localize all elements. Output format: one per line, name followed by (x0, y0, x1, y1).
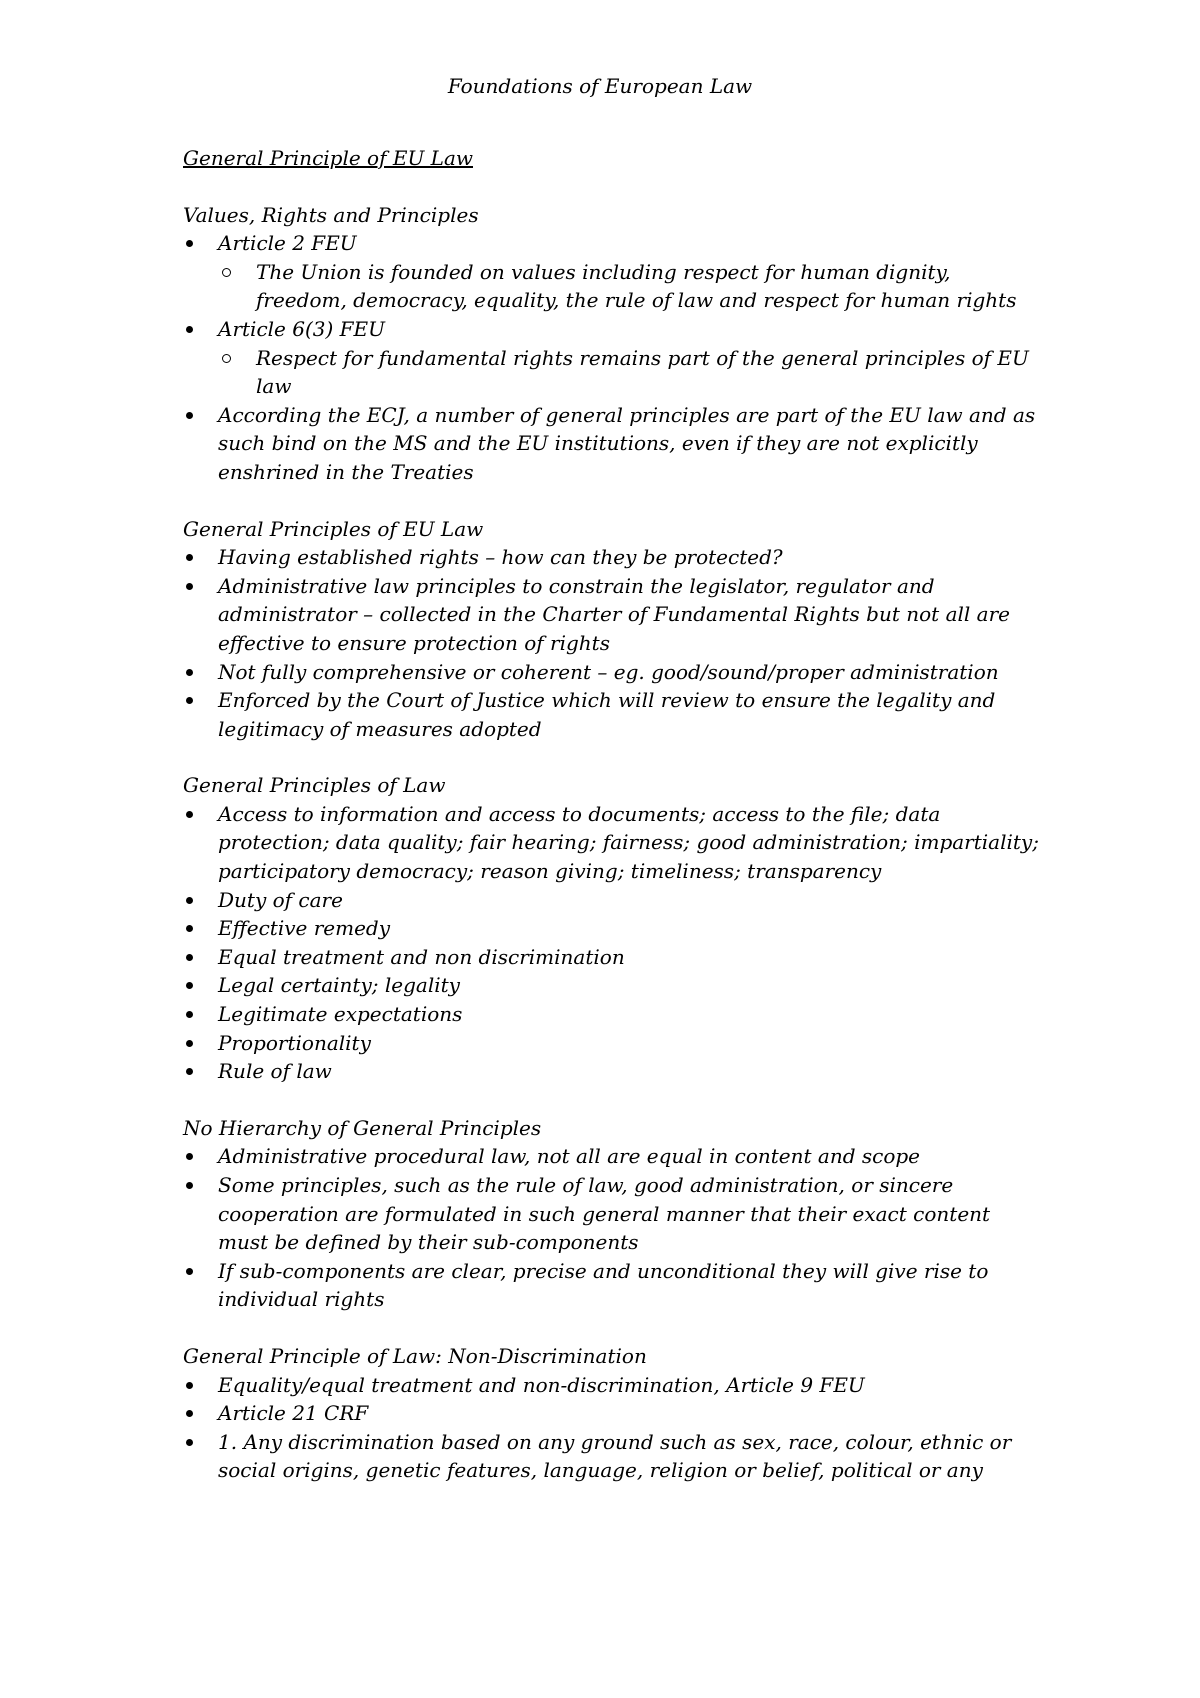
main-heading: General Principle of EU Law (183, 146, 473, 170)
list-item-text: Equality/equal treatment and non-discrimination, Article 9 FEU (218, 1372, 865, 1397)
section (183, 515, 1043, 744)
list-item (183, 914, 1043, 943)
bullet-list (183, 1371, 1043, 1485)
bullet-icon (186, 1410, 193, 1417)
bullet-icon (186, 982, 193, 989)
bullet-icon (186, 897, 193, 904)
bullet-icon (186, 1439, 193, 1446)
bullet-icon (186, 811, 193, 818)
list-item-text: Equal treatment and non discrimination (218, 944, 625, 969)
list-item-text: Not fully comprehensive or coherent – eg. good/sound/proper administration (218, 659, 999, 684)
list-item-text: 1. Any discrimination based on any ground such as sex, race, colour, ethnic or social origins, genetic features, language, religion or belief, political or any (218, 1429, 1012, 1483)
list-item (183, 943, 1043, 972)
hollow-circle-bullet-icon (222, 354, 231, 363)
bullet-icon (186, 925, 193, 932)
bullet-list (183, 1142, 1043, 1314)
list-item-text: Article 6(3) FEU (218, 316, 385, 341)
list-item (183, 1257, 1043, 1314)
document-body (183, 144, 1043, 1513)
list-item-text: Having established rights – how can they be protected? (218, 545, 783, 570)
bullet-icon (186, 697, 193, 704)
list-item (183, 543, 1043, 572)
list-item-text: Legal certainty; legality (218, 973, 460, 998)
list-item (183, 886, 1043, 915)
bullet-icon (186, 240, 193, 247)
list-item (183, 1000, 1043, 1029)
list-item-text: Rule of law (218, 1059, 332, 1084)
sub-list-item-text: The Union is founded on values including respect for human dignity, freedom, democracy, equality, the rule of law and respect for human rights (256, 259, 1017, 313)
sub-list-item (218, 344, 1043, 401)
list-item-text: Administrative law principles to constrain the legislator, regulator and administrator – collected in the Charter of Fundamental Rights but not all are effective to ensure protection of rights (218, 573, 1010, 655)
list-item-text: Effective remedy (218, 916, 391, 941)
sections-container (183, 201, 1043, 1485)
bullet-icon (186, 326, 193, 333)
list-item-text: Administrative procedural law, not all are equal in content and scope (218, 1144, 921, 1169)
sub-list-item (218, 258, 1043, 315)
list-item-text: Access to information and access to documents; access to the file; data protection; data quality; fair hearing; fairness; good administration; impartiality; participatory democracy; reason giving; timeliness; transparency (218, 801, 1039, 884)
list-item-text: Proportionality (218, 1030, 371, 1055)
bullet-list (183, 543, 1043, 743)
section-heading: Values, Rights and Principles (183, 202, 479, 227)
list-item (183, 1428, 1043, 1485)
list-item (183, 315, 1043, 401)
bullet-list (183, 800, 1043, 1086)
list-item (183, 1057, 1043, 1086)
section (183, 201, 1043, 487)
list-item (183, 1171, 1043, 1257)
list-item (183, 1371, 1043, 1400)
list-item (183, 1142, 1043, 1171)
bullet-icon (186, 1040, 193, 1047)
list-item (183, 686, 1043, 743)
bullet-icon (186, 1182, 193, 1189)
list-item (183, 1029, 1043, 1058)
bullet-icon (186, 412, 193, 419)
bullet-icon (186, 669, 193, 676)
list-item-text: Legitimate expectations (218, 1002, 463, 1027)
list-item (183, 1399, 1043, 1428)
bullet-icon (186, 1011, 193, 1018)
sub-list-item-text: Respect for fundamental rights remains part of the general principles of EU law (256, 345, 1029, 399)
section (183, 1342, 1043, 1485)
bullet-icon (186, 554, 193, 561)
section-heading: General Principles of Law (183, 773, 446, 798)
list-item-text: Some principles, such as the rule of law, good administration, or sincere cooperation are formulated in such general manner that their exact content must be defined by their sub-components (218, 1173, 991, 1255)
list-item-text: If sub-components are clear, precise and unconditional they will give rise to individual rights (218, 1258, 989, 1312)
list-item-text: Enforced by the Court of Justice which will review to ensure the legality and legitimacy of measures adopted (218, 688, 996, 741)
section-heading: No Hierarchy of General Principles (183, 1115, 542, 1140)
section (183, 771, 1043, 1086)
bullet-icon (186, 583, 193, 590)
list-item-text: According the ECJ, a number of general principles are part of the EU law and as such bind on the MS and the EU institutions, even if they are not explicitly enshrined in the Treaties (218, 402, 1036, 484)
section (183, 1114, 1043, 1314)
list-item (183, 229, 1043, 315)
list-item (183, 572, 1043, 658)
list-item-text: Article 21 CRF (218, 1401, 369, 1426)
bullet-icon (186, 954, 193, 961)
sub-list (183, 344, 1043, 401)
list-item-text: Duty of care (218, 887, 343, 912)
document-title: Foundations of European Law (447, 74, 753, 98)
list-item (183, 971, 1043, 1000)
bullet-icon (186, 1382, 193, 1389)
hollow-circle-bullet-icon (222, 268, 231, 277)
list-item (183, 401, 1043, 487)
list-item-text: Article 2 FEU (218, 231, 357, 256)
bullet-icon (186, 1068, 193, 1075)
bullet-icon (186, 1268, 193, 1275)
bullet-icon (186, 1153, 193, 1160)
sub-list (183, 258, 1043, 315)
list-item (183, 658, 1043, 687)
section-heading: General Principles of EU Law (183, 516, 484, 541)
list-item (183, 800, 1043, 886)
bullet-list (183, 229, 1043, 486)
section-heading: General Principle of Law: Non-Discrimination (183, 1343, 647, 1368)
